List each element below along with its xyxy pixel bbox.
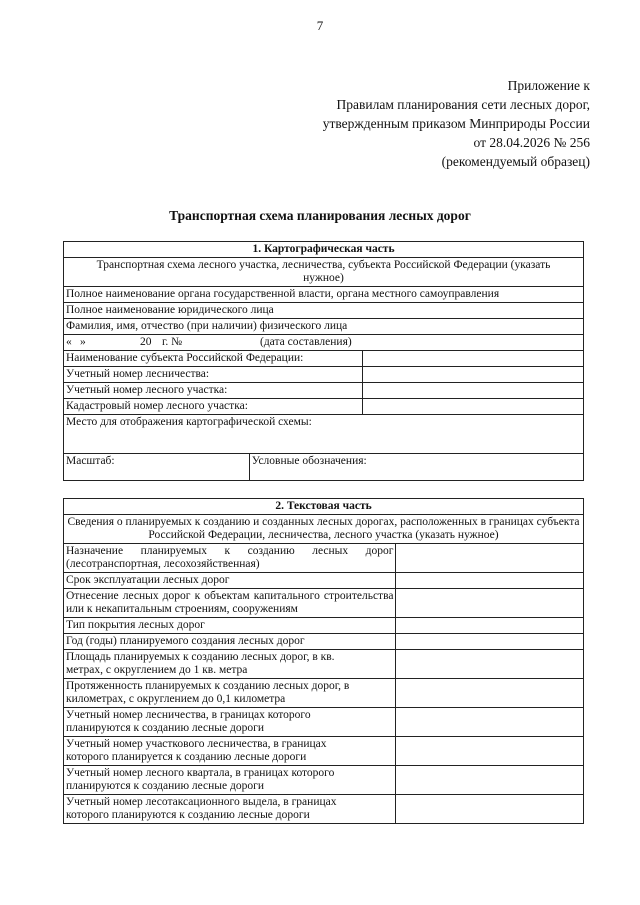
map-place: Место для отображения картографической схемы: [64,415,584,454]
table-row-value [396,708,584,737]
scale-label: Масштаб: [64,454,250,481]
appendix-line: Приложение к [507,78,590,93]
appendix-line: (рекомендуемый образец) [441,154,590,169]
appendix-line: от 28.04.2026 № 256 [473,135,590,150]
table-row-label: Срок эксплуатации лесных дорог [64,573,396,589]
table-row-label: Тип покрытия лесных дорог [64,618,396,634]
table-row-label: Учетный номер лесничества, в границах которого планируются к созданию лесные дороги [64,708,396,737]
appendix-line: утвержденным приказом Минприроды России [322,116,590,131]
part2-heading: 2. Текстовая часть [64,499,584,515]
table-row-value [396,544,584,573]
cartographic-part-table [63,241,584,481]
date-year: 20 [140,336,152,348]
authority-row: Полное наименование органа государственной власти, органа местного самоуправления [64,287,584,303]
table-row-label: Год (годы) планируемого создания лесных дорог [64,634,396,650]
table-row-value [396,766,584,795]
legend-label: Условные обозначения: [249,454,583,481]
text-part-table [63,498,584,824]
table-row-label: Площадь планируемых к созданию лесных дорог, в кв. метрах, с округлением до 1 кв. метра [64,650,396,679]
table-row-value [396,795,584,824]
date-note: (дата составления) [260,336,352,348]
appendix-block [323,76,590,171]
table-row-label: Назначение планируемых к созданию лесных дорог (лесотранспортная, лесохозяйственная) [64,544,396,573]
date-row [64,335,584,351]
table-row-value [396,679,584,708]
table-row-label: Отнесение лесных дорог к объектам капитального строительства или к некапитальным строениям, сооружениям [64,589,396,618]
person-row: Фамилия, имя, отчество (при наличии) физического лица [64,319,584,335]
date-quote-open: « [66,336,72,348]
table-row-value [396,573,584,589]
date-year-suffix: г. № [162,336,183,348]
document-title: Транспортная схема планирования лесных дорог [169,208,471,223]
date-quote-close: » [80,336,86,348]
table-row-value [396,737,584,766]
table-row-value [396,589,584,618]
table-row-label: Протяженность планируемых к созданию лесных дорог, в километрах, с округлением до 0,1 километра [64,679,396,708]
page-number: 7 [316,18,324,33]
cadastral-number-label: Кадастровый номер лесного участка: [64,399,363,415]
plot-number-value [363,383,584,399]
appendix-line: Правилам планирования сети лесных дорог, [336,97,590,112]
plot-number-label: Учетный номер лесного участка: [64,383,363,399]
table-row-value [396,650,584,679]
part1-subheading: Транспортная схема лесного участка, лесничества, субъекта Российской Федерации (указать нужное) [64,258,584,287]
legal-entity-row: Полное наименование юридического лица [64,303,584,319]
table-row-label: Учетный номер лесного квартала, в границах которого планируются к созданию лесные дороги [64,766,396,795]
table-row-value [396,618,584,634]
part1-heading: 1. Картографическая часть [64,242,584,258]
forestry-number-label: Учетный номер лесничества: [64,367,363,383]
table-row-value [396,634,584,650]
table-row-label: Учетный номер участкового лесничества, в границах которого планируется к созданию лесные дороги [64,737,396,766]
subject-label: Наименование субъекта Российской Федерации: [64,351,363,367]
subject-value [363,351,584,367]
table-row-label: Учетный номер лесотаксационного выдела, в границах которого планируются к созданию лесные дороги [64,795,396,824]
cadastral-number-value [363,399,584,415]
forestry-number-value [363,367,584,383]
part2-subheading: Сведения о планируемых к созданию и созданных лесных дорогах, расположенных в границах субъекта Российской Федерации, лесничества, лесного участка (указать нужное) [64,515,584,544]
